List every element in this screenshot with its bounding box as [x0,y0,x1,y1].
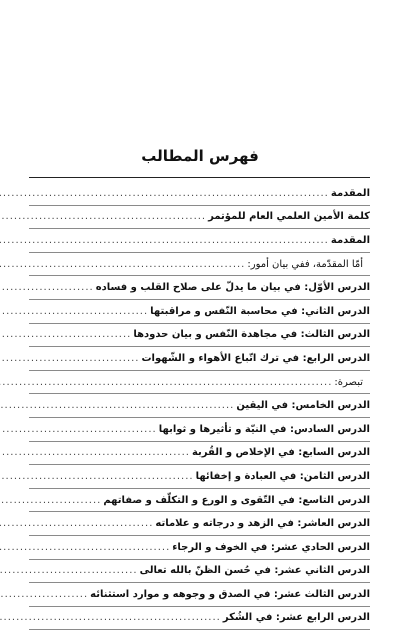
toc-entry-title: الدرس الرابع: في ترك اتّباع الأهواء و الشّهوات [141,352,370,364]
page-title: فهرس المطالب [141,147,259,165]
dot-leader [0,447,190,458]
toc-entry-title: المقدمة [330,187,370,199]
dot-leader [0,353,140,364]
toc-entry-title: المقدمة [330,234,370,246]
toc-entry-title: الدرس الثالث عشر: في الصدق و وجوهه و موارد استثنائه [90,588,370,600]
toc-entry[interactable] [29,300,370,324]
toc-entry[interactable] [29,229,370,253]
toc-entry-title: الدرس الرابع عشر: في الشُكر [222,612,370,624]
toc-entry[interactable] [29,489,370,513]
dot-leader [0,235,329,246]
dot-leader [0,518,153,529]
toc-entry-title: الدرس الثاني: في محاسبة النّفس و مراقبتها [150,305,370,317]
dot-leader [0,565,138,576]
toc-entry-title: الدرس الخامس: في اليقين [236,400,370,412]
toc-entry-title: الدرس السابع: في الإخلاص و القُربة [191,447,370,459]
dot-leader [0,471,194,482]
dot-leader [0,400,234,411]
dot-leader [0,424,157,435]
toc-entry-title: الدرس الثاني عشر: في حُسن الظنّ بالله تعالى [139,565,370,577]
toc-entry-title: الدرس الثامن: في العبادة و إخفائها [195,470,370,482]
toc-entry[interactable] [29,607,370,630]
toc-entry[interactable] [29,324,370,348]
toc-entry-title: الدرس الأوّل: في بيان ما يدلّ على صلاح القلب و فساده [95,282,370,294]
toc-entry-title: كلمة الأمين العلمي العام للمؤتمر [208,211,370,223]
toc-entry-title: الدرس الثالث: في مجاهدة النّفس و بيان حدودها [133,329,370,341]
dot-leader [0,282,94,293]
dot-leader [0,542,170,553]
toc-entry[interactable] [29,442,370,466]
dot-leader [0,495,101,506]
toc-entry[interactable] [29,371,370,395]
dot-leader [0,211,206,222]
toc-entry[interactable] [29,206,370,230]
toc-entry[interactable] [29,276,370,300]
dot-leader [0,306,148,317]
toc-entry[interactable] [29,512,370,536]
toc-entry[interactable] [29,394,370,418]
toc-entry-title: الدرس التاسع: في التّقوى و الورع و التكلّف و صفاتهم [103,494,370,506]
toc-entry[interactable] [29,560,370,584]
toc-entry-title: الدرس العاشر: في الزهد و درجاته و علاماته [155,518,370,530]
dot-leader [0,259,245,270]
toc-entry[interactable] [29,536,370,560]
dot-leader [0,377,332,388]
dot-leader [0,188,329,199]
dot-leader [0,612,221,623]
dot-leader [0,329,131,340]
toc-entry[interactable] [29,583,370,607]
title-rule [29,177,370,178]
toc-entry[interactable] [29,347,370,371]
toc-entry[interactable] [29,418,370,442]
dot-leader [0,589,88,600]
toc-entry-title: الدرس السادس: في النيّة و تأثيرها و ثوابها [158,423,370,435]
toc-entry[interactable] [29,182,370,206]
toc-entry-title: الدرس الحادي عشر: في الخوف و الرجاء [172,541,370,553]
toc-entry[interactable] [29,465,370,489]
toc-entry-title: تبصرة: [334,376,363,388]
toc-entry-title: أمّا المقدّمة، ففي بيان أمور: [247,258,363,270]
toc-entry[interactable] [29,253,370,277]
toc-list [29,182,370,630]
